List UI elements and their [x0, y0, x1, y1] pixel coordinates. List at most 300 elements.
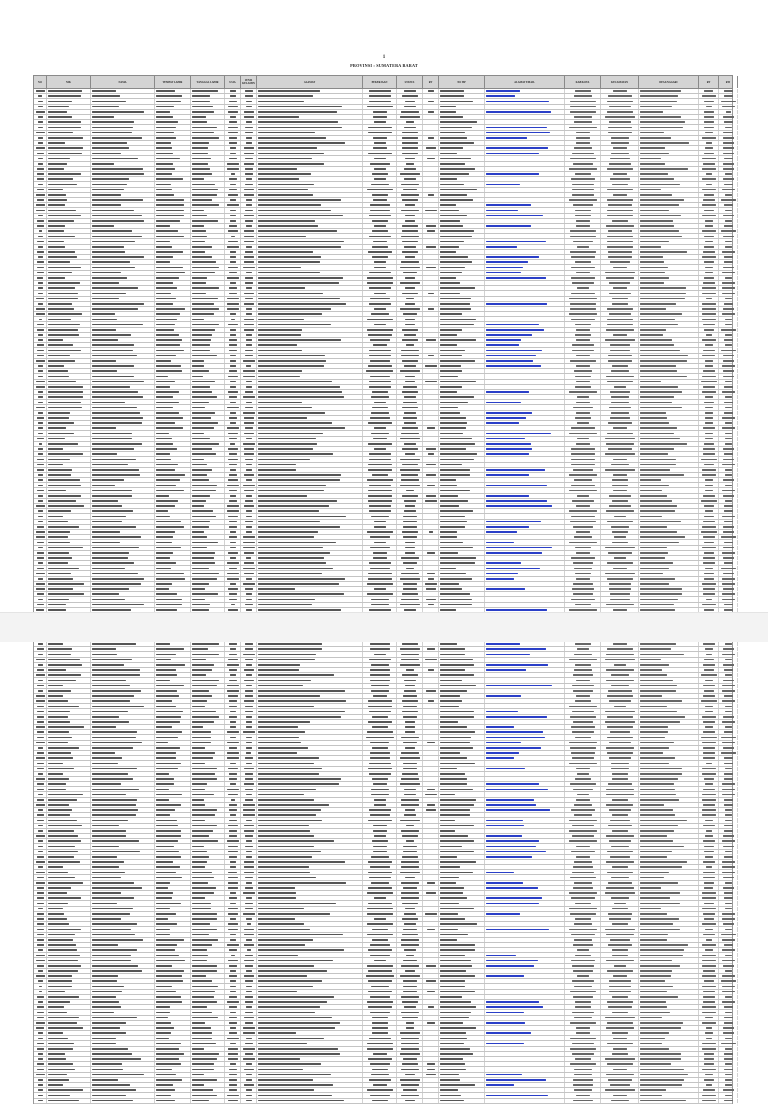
- table-cell: [241, 592, 257, 596]
- cell-text-placeholder: [227, 168, 239, 170]
- cell-text-placeholder: [246, 526, 252, 528]
- cell-text-placeholder: [230, 210, 237, 212]
- table-cell: [719, 390, 738, 394]
- table-cell: [601, 447, 639, 451]
- cell-text-placeholder: [724, 609, 733, 611]
- cell-text-placeholder: [258, 370, 302, 372]
- table-cell: [397, 478, 423, 482]
- table-cell: [439, 115, 485, 119]
- table-cell: [485, 281, 565, 285]
- cell-text-placeholder: [704, 659, 714, 661]
- cell-text-placeholder: [401, 236, 420, 238]
- table-cell: [34, 172, 47, 176]
- table-cell: [34, 312, 47, 316]
- table-cell: [601, 416, 639, 420]
- table-cell: [241, 105, 257, 109]
- cell-text-placeholder: [574, 479, 592, 481]
- table-cell: [639, 431, 699, 435]
- cell-text-placeholder: [605, 339, 634, 341]
- table-cell: [699, 514, 719, 518]
- cell-text-placeholder: [48, 147, 83, 149]
- cell-text-placeholder: [192, 427, 214, 429]
- table-cell: [241, 198, 257, 202]
- table-cell: [155, 224, 191, 228]
- cell-text-placeholder: [192, 360, 204, 362]
- cell-text-placeholder: [228, 659, 238, 661]
- cell-text-placeholder: [640, 464, 676, 466]
- table-cell: [485, 582, 565, 586]
- cell-text-placeholder: [440, 256, 468, 258]
- cell-text-placeholder: [156, 267, 183, 269]
- table-cell: [191, 673, 225, 677]
- table-cell: [91, 400, 155, 404]
- table-cell: [225, 120, 241, 124]
- cell-text-placeholder: [48, 510, 71, 512]
- cell-text-placeholder: [192, 448, 212, 450]
- table-cell: [639, 369, 699, 373]
- cell-text-placeholder: [610, 344, 631, 346]
- cell-text-placeholder: [258, 251, 313, 253]
- table-cell: [363, 483, 397, 487]
- table-cell: [191, 338, 225, 342]
- cell-text-placeholder: [156, 593, 177, 595]
- table-cell: [241, 125, 257, 129]
- cell-text-placeholder: [245, 95, 254, 97]
- table-cell: [225, 193, 241, 197]
- column-header: DESA/NAGARI: [639, 76, 699, 88]
- table-cell: [191, 99, 225, 103]
- table-cell: [155, 668, 191, 672]
- cell-text-placeholder: [724, 303, 733, 305]
- table-cell: [699, 689, 719, 693]
- table-cell: [397, 540, 423, 544]
- table-cell: [34, 182, 47, 186]
- table-cell: [363, 468, 397, 472]
- column-header: NAMA: [91, 76, 155, 88]
- cell-text-placeholder: [229, 568, 236, 570]
- table-cell: [257, 338, 363, 342]
- table-cell: [423, 494, 439, 498]
- cell-text-placeholder: [640, 261, 664, 263]
- cell-text-placeholder: [92, 334, 131, 336]
- cell-text-placeholder: [723, 526, 735, 528]
- table-cell: [423, 198, 439, 202]
- table-cell: [601, 120, 639, 124]
- cell-text-placeholder: [36, 674, 45, 676]
- cell-text-placeholder: [705, 365, 714, 367]
- cell-text-placeholder: [230, 542, 236, 544]
- column-header: JENIS KELAMIN: [241, 76, 257, 88]
- table-cell: [91, 673, 155, 677]
- cell-text-placeholder: [575, 376, 591, 378]
- table-cell: [257, 597, 363, 601]
- table-cell: [397, 504, 423, 508]
- table-cell: [225, 297, 241, 301]
- table-cell: [155, 530, 191, 534]
- table-cell: [397, 312, 423, 316]
- cell-text-placeholder: [368, 443, 391, 445]
- table-cell: [397, 597, 423, 601]
- cell-text-placeholder: [569, 127, 597, 129]
- table-cell: [699, 302, 719, 306]
- cell-text-placeholder: [367, 282, 393, 284]
- cell-text-placeholder: [92, 121, 134, 123]
- cell-text-placeholder: [640, 127, 683, 129]
- cell-text-placeholder: [486, 643, 520, 645]
- table-cell: [439, 405, 485, 409]
- cell-text-placeholder: [640, 659, 661, 661]
- table-cell: [485, 416, 565, 420]
- table-cell: [601, 509, 639, 513]
- table-cell: [439, 540, 485, 544]
- table-cell: [225, 99, 241, 103]
- table-cell: [397, 577, 423, 581]
- cell-text-placeholder: [227, 298, 239, 300]
- cell-text-placeholder: [258, 407, 312, 409]
- cell-text-placeholder: [367, 189, 394, 191]
- cell-text-placeholder: [702, 474, 716, 476]
- table-cell: [241, 390, 257, 394]
- table-cell: [639, 405, 699, 409]
- cell-text-placeholder: [614, 536, 627, 538]
- cell-text-placeholder: [156, 391, 179, 393]
- table-cell: [257, 509, 363, 513]
- cell-text-placeholder: [156, 459, 171, 461]
- table-cell: [191, 678, 225, 682]
- cell-text-placeholder: [569, 474, 596, 476]
- cell-text-placeholder: [609, 583, 632, 585]
- table-cell: [363, 156, 397, 160]
- cell-text-placeholder: [723, 479, 734, 481]
- cell-text-placeholder: [230, 199, 236, 201]
- cell-text-placeholder: [230, 648, 235, 650]
- table-cell: [363, 317, 397, 321]
- table-cell: [485, 499, 565, 503]
- cell-text-placeholder: [571, 448, 595, 450]
- table-cell: [191, 504, 225, 508]
- table-cell: [91, 592, 155, 596]
- table-cell: [191, 343, 225, 347]
- table-cell: [485, 307, 565, 311]
- table-cell: [719, 141, 738, 145]
- table-cell: [485, 120, 565, 124]
- table-cell: [699, 642, 719, 646]
- cell-text-placeholder: [243, 568, 254, 570]
- table-cell: [191, 276, 225, 280]
- cell-text-placeholder: [702, 137, 716, 139]
- cell-text-placeholder: [486, 101, 549, 103]
- table-cell: [423, 540, 439, 544]
- table-cell: [257, 151, 363, 155]
- table-cell: [225, 597, 241, 601]
- table-cell: [363, 689, 397, 693]
- cell-text-placeholder: [37, 251, 44, 253]
- cell-text-placeholder: [606, 225, 634, 227]
- table-cell: [241, 535, 257, 539]
- cell-text-placeholder: [258, 402, 302, 404]
- table-cell: [601, 663, 639, 667]
- cell-text-placeholder: [92, 669, 140, 671]
- table-cell: [719, 182, 738, 186]
- table-cell: [601, 405, 639, 409]
- cell-text-placeholder: [640, 106, 672, 108]
- table-cell: [439, 188, 485, 192]
- table-cell: [34, 297, 47, 301]
- cell-text-placeholder: [613, 90, 627, 92]
- cell-text-placeholder: [48, 536, 68, 538]
- cell-text-placeholder: [192, 604, 210, 606]
- cell-text-placeholder: [486, 241, 546, 243]
- cell-text-placeholder: [610, 593, 631, 595]
- cell-text-placeholder: [724, 256, 734, 258]
- cell-text-placeholder: [92, 319, 117, 321]
- cell-text-placeholder: [192, 690, 209, 692]
- cell-text-placeholder: [404, 422, 415, 424]
- table-cell: [363, 405, 397, 409]
- table-cell: [485, 115, 565, 119]
- cell-text-placeholder: [258, 132, 315, 134]
- table-cell: [34, 177, 47, 181]
- table-cell: [397, 338, 423, 342]
- table-cell: [565, 535, 601, 539]
- table-cell: [34, 328, 47, 332]
- table-cell: [47, 447, 91, 451]
- table-cell: [439, 457, 485, 461]
- cell-text-placeholder: [258, 562, 326, 564]
- cell-text-placeholder: [246, 479, 252, 481]
- table-cell: [439, 400, 485, 404]
- cell-text-placeholder: [401, 654, 418, 656]
- table-cell: [423, 115, 439, 119]
- cell-text-placeholder: [486, 505, 552, 507]
- cell-text-placeholder: [192, 319, 204, 321]
- cell-text-placeholder: [440, 412, 460, 414]
- cell-text-placeholder: [374, 261, 386, 263]
- cell-text-placeholder: [48, 485, 81, 487]
- table-cell: [423, 442, 439, 446]
- cell-text-placeholder: [48, 648, 72, 650]
- table-cell: [439, 369, 485, 373]
- table-cell: [485, 405, 565, 409]
- cell-text-placeholder: [156, 344, 180, 346]
- cell-text-placeholder: [48, 225, 65, 227]
- cell-text-placeholder: [192, 531, 204, 533]
- table-cell: [155, 478, 191, 482]
- cell-text-placeholder: [402, 464, 417, 466]
- table-cell: [363, 587, 397, 591]
- table-cell: [257, 286, 363, 290]
- cell-text-placeholder: [258, 490, 324, 492]
- cell-text-placeholder: [192, 381, 215, 383]
- cell-text-placeholder: [258, 381, 332, 383]
- cell-text-placeholder: [573, 163, 593, 165]
- table-cell: [241, 488, 257, 492]
- cell-text-placeholder: [570, 111, 595, 113]
- cell-text-placeholder: [245, 173, 254, 175]
- table-cell: [47, 431, 91, 435]
- table-cell: [439, 136, 485, 140]
- table-cell: [719, 566, 738, 570]
- table-cell: [397, 678, 423, 682]
- table-cell: [47, 395, 91, 399]
- table-cell: [601, 224, 639, 228]
- cell-text-placeholder: [92, 573, 138, 575]
- table-cell: [485, 658, 565, 662]
- cell-text-placeholder: [192, 536, 207, 538]
- table-cell: [363, 307, 397, 311]
- cell-text-placeholder: [38, 391, 43, 393]
- cell-text-placeholder: [440, 453, 477, 455]
- cell-text-placeholder: [371, 313, 390, 315]
- cell-text-placeholder: [402, 199, 418, 201]
- table-cell: [565, 260, 601, 264]
- table-cell: [363, 125, 397, 129]
- table-cell: [397, 385, 423, 389]
- cell-text-placeholder: [228, 448, 239, 450]
- table-cell: [639, 437, 699, 441]
- table-cell: [423, 473, 439, 477]
- cell-text-placeholder: [440, 106, 456, 108]
- cell-text-placeholder: [227, 303, 239, 305]
- table-cell: [191, 514, 225, 518]
- cell-text-placeholder: [372, 391, 388, 393]
- table-cell: [241, 364, 257, 368]
- cell-text-placeholder: [724, 204, 732, 206]
- table-cell: [439, 245, 485, 249]
- cell-text-placeholder: [608, 690, 631, 692]
- cell-text-placeholder: [370, 339, 390, 341]
- cell-text-placeholder: [428, 578, 434, 580]
- cell-text-placeholder: [705, 272, 713, 274]
- table-cell: [155, 120, 191, 124]
- cell-text-placeholder: [425, 583, 437, 585]
- cell-text-placeholder: [608, 204, 632, 206]
- cell-text-placeholder: [640, 158, 661, 160]
- cell-text-placeholder: [404, 90, 415, 92]
- table-cell: [699, 509, 719, 513]
- cell-text-placeholder: [192, 485, 217, 487]
- cell-text-placeholder: [246, 106, 252, 108]
- cell-text-placeholder: [92, 173, 144, 175]
- table-cell: [719, 385, 738, 389]
- table-cell: [363, 182, 397, 186]
- cell-text-placeholder: [37, 593, 44, 595]
- table-cell: [439, 198, 485, 202]
- table-cell: [397, 162, 423, 166]
- cell-text-placeholder: [243, 267, 254, 269]
- table-cell: [699, 172, 719, 176]
- table-cell: [639, 255, 699, 259]
- cell-text-placeholder: [48, 199, 67, 201]
- cell-text-placeholder: [370, 163, 389, 165]
- cell-text-placeholder: [156, 329, 174, 331]
- cell-text-placeholder: [425, 500, 436, 502]
- table-cell: [423, 447, 439, 451]
- cell-text-placeholder: [404, 168, 415, 170]
- table-cell: [639, 260, 699, 264]
- table-cell: [601, 105, 639, 109]
- cell-text-placeholder: [724, 669, 732, 671]
- cell-text-placeholder: [156, 438, 172, 440]
- table-cell: [439, 452, 485, 456]
- cell-text-placeholder: [192, 251, 205, 253]
- cell-text-placeholder: [405, 287, 414, 289]
- table-cell: [639, 208, 699, 212]
- table-cell: [225, 177, 241, 181]
- table-cell: [699, 437, 719, 441]
- cell-text-placeholder: [258, 329, 302, 331]
- table-cell: [241, 468, 257, 472]
- cell-text-placeholder: [48, 184, 77, 186]
- table-cell: [423, 582, 439, 586]
- table-cell: [91, 488, 155, 492]
- cell-text-placeholder: [156, 251, 183, 253]
- table-cell: [565, 525, 601, 529]
- table-cell: [191, 297, 225, 301]
- table-cell: [257, 561, 363, 565]
- cell-text-placeholder: [156, 339, 182, 341]
- table-cell: [34, 167, 47, 171]
- cell-text-placeholder: [406, 490, 415, 492]
- table-cell: [363, 115, 397, 119]
- cell-text-placeholder: [440, 308, 471, 310]
- cell-text-placeholder: [613, 490, 628, 492]
- table-cell: [719, 447, 738, 451]
- table-cell: [91, 125, 155, 129]
- table-cell: [601, 364, 639, 368]
- cell-text-placeholder: [703, 495, 716, 497]
- cell-text-placeholder: [37, 685, 44, 687]
- cell-text-placeholder: [37, 173, 44, 175]
- cell-text-placeholder: [374, 168, 386, 170]
- cell-text-placeholder: [245, 391, 252, 393]
- table-cell: [34, 245, 47, 249]
- table-cell: [363, 120, 397, 124]
- table-cell: [225, 499, 241, 503]
- table-cell: [639, 540, 699, 544]
- table-cell: [439, 603, 485, 607]
- cell-text-placeholder: [400, 604, 420, 606]
- cell-text-placeholder: [724, 90, 733, 92]
- table-cell: [191, 400, 225, 404]
- table-cell: [155, 276, 191, 280]
- table-cell: [91, 255, 155, 259]
- table-cell: [565, 172, 601, 176]
- table-cell: [34, 115, 47, 119]
- table-cell: [699, 504, 719, 508]
- table-cell: [601, 452, 639, 456]
- cell-text-placeholder: [48, 163, 67, 165]
- cell-text-placeholder: [440, 396, 474, 398]
- cell-text-placeholder: [705, 344, 712, 346]
- cell-text-placeholder: [609, 163, 631, 165]
- cell-text-placeholder: [425, 381, 436, 383]
- cell-text-placeholder: [725, 433, 732, 435]
- table-cell: [91, 141, 155, 145]
- table-cell: [155, 642, 191, 646]
- cell-text-placeholder: [427, 427, 436, 429]
- table-cell: [565, 374, 601, 378]
- cell-text-placeholder: [36, 90, 45, 92]
- table-cell: [439, 673, 485, 677]
- cell-text-placeholder: [156, 194, 174, 196]
- table-cell: [719, 354, 738, 358]
- cell-text-placeholder: [402, 407, 417, 409]
- cell-text-placeholder: [230, 251, 236, 253]
- table-cell: [257, 603, 363, 607]
- cell-text-placeholder: [725, 334, 732, 336]
- table-cell: [485, 546, 565, 550]
